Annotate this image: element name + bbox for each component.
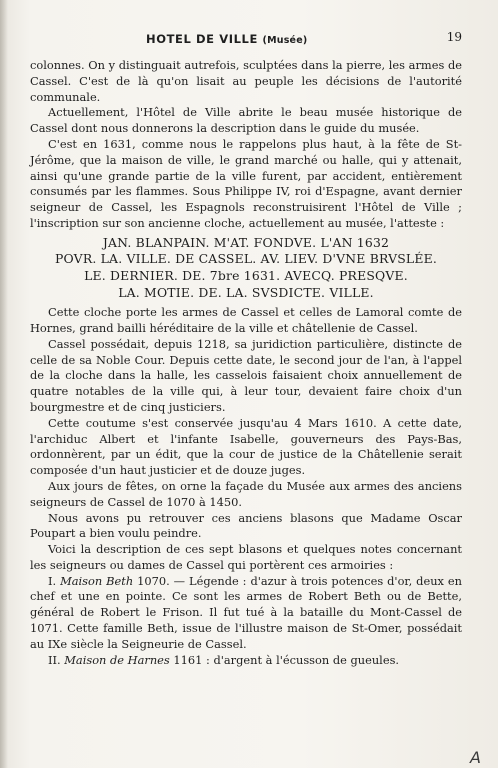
paragraph-continuation: colonnes. On y distinguait autrefois, sculptées dans la pierre, les armes de Cassel. C'est de là qu'on lisait au peuple les décisions de l'autorité communale. <box>30 58 462 104</box>
running-title <box>146 32 307 46</box>
handwritten-margin-note: A <box>470 748 481 767</box>
entry-house-name: Maison de Harnes <box>64 652 170 667</box>
page-edge-shadow <box>0 0 8 768</box>
inscription-line: LA. MOTIE. DE. LA. SVSDICTE. VILLE. <box>118 284 374 300</box>
paragraph: Cette cloche porte les armes de Cassel et celles de Lamoral comte de Hornes, grand bailli héréditaire de la ville et châtellenie de Cassel. <box>30 305 462 335</box>
inscription-line: POVR. LA. VILLE. DE CASSEL. AV. LIEV. D'VNE BRVSLÉE. <box>55 251 437 267</box>
page-body <box>30 58 462 668</box>
paragraph: Nous avons pu retrouver ces anciens blasons que Madame Oscar Poupart a bien voulu peindre. <box>30 510 462 541</box>
paragraph: Cette coutume s'est conservée jusqu'au 4 Mars 1610. A cette date, l'archiduc Albert et l'infante Isabelle, gouverneurs des Pays-Bas, ordonnèrent, par un édit, que la cour de justice de la Châtellenie serait composée d'un haut justicier et de douze juges. <box>30 415 462 478</box>
entry-numeral: I. <box>48 573 57 588</box>
entry-text: 1070. — Légende : d'azur à trois potences d'or, deux en chef et une en pointe. Ce sont les armes de Robert Beth ou de Bette, général de Robert le Frison. Il fut tué à la bataille du Mont-Cassel de 1071. Cette famille Beth, issue de l'illustre maison de St-Omer, possédait au IXe siècle la Seigneurie de Cassel. <box>30 573 462 651</box>
blazon-entry <box>30 574 462 653</box>
entry-house-name: Maison Beth <box>60 573 134 588</box>
blazon-entry <box>30 653 462 669</box>
entry-numeral: II. <box>48 652 61 667</box>
paragraph: Actuellement, l'Hôtel de Ville abrite le beau musée historique de Cassel dont nous donnerons la description dans le guide du musée. <box>30 105 462 136</box>
inscription-line: JAN. BLANPAIN. M'AT. FONDVE. L'AN 1632 <box>102 234 390 250</box>
running-title-main: HOTEL DE VILLE <box>146 32 258 46</box>
paragraph: Cassel possédait, depuis 1218, sa juridiction particulière, distincte de celle de sa Noble Cour. Depuis cette date, le second jour de l'an, à l'appel de la cloche dans la halle, les casselois faisaient choix annuellement de quatre notables de la ville qui, à leur tour, devaient faire choix d'un bourgmestre et de cinq justiciers. <box>30 336 462 414</box>
paragraph: Voici la description de ces sept blasons et quelques notes concernant les seigneurs ou dames de Cassel qui portèrent ces armoiries : <box>30 542 462 572</box>
bell-inscription <box>30 235 462 301</box>
entry-text: 1161 : d'argent à l'écusson de gueules. <box>169 652 400 667</box>
paragraph: Aux jours de fêtes, on orne la façade du Musée aux armes des anciens seigneurs de Cassel de 1070 à 1450. <box>30 478 462 509</box>
inscription-line: LE. DERNIER. DE. 7bre 1631. AVECQ. PRESQVE. <box>84 267 408 283</box>
page-header <box>36 30 462 48</box>
page-number: 19 <box>446 30 462 44</box>
paragraph: C'est en 1631, comme nous le rappelons plus haut, à la fête de St-Jérôme, que la maison de ville, le grand marché ou halle, qui y attenait, ainsi qu'une grande partie de la ville furent, par accident, entièrement consumés par les flammes. Sous Philippe IV, roi d'Espagne, avant dernier seigneur de Cassel, les Espagnols reconstruisirent l'Hôtel de Ville ; l'inscription sur son ancienne cloche, actuellement au musée, l'atteste : <box>30 136 462 230</box>
running-title-sub: (Musée) <box>262 35 308 46</box>
